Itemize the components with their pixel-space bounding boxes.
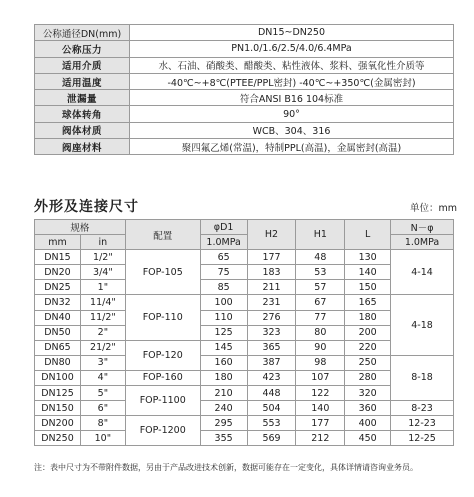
cell-d1: 355 <box>200 431 247 446</box>
cell-inch: 1/2" <box>80 250 125 265</box>
cell-d1: 160 <box>200 355 247 370</box>
table-row <box>35 401 454 416</box>
cell-config: FOP-120 <box>125 340 200 370</box>
spec-label: 泄漏量 <box>35 90 130 106</box>
cell-h2: 211 <box>247 280 296 295</box>
cell-l: 180 <box>345 310 391 325</box>
spec-value: 符合ANSI B16 104标准 <box>130 90 454 106</box>
spec-row <box>35 73 454 89</box>
cell-l: 280 <box>345 370 391 385</box>
spec-label: 球体转角 <box>35 106 130 122</box>
cell-dn: DN50 <box>35 325 81 340</box>
cell-inch: 2" <box>80 325 125 340</box>
spec-row <box>35 122 454 138</box>
cell-dn: DN125 <box>35 386 81 401</box>
cell-h1: 122 <box>296 386 345 401</box>
dimension-table <box>34 219 454 446</box>
cell-l: 220 <box>345 340 391 355</box>
unit-label: 单位：mm <box>409 203 457 214</box>
cell-d1: 180 <box>200 370 247 385</box>
spec-value: WCB、304、316 <box>130 122 454 138</box>
spec-value: 90° <box>130 106 454 122</box>
cell-h2: 231 <box>247 295 296 310</box>
cell-l: 450 <box>345 431 391 446</box>
header-d1: φD1 <box>200 220 247 235</box>
cell-n: 12-23 <box>391 416 454 431</box>
cell-h1: 107 <box>296 370 345 385</box>
cell-inch: 8" <box>80 416 125 431</box>
cell-h1: 48 <box>296 250 345 265</box>
cell-h2: 569 <box>247 431 296 446</box>
cell-inch: 11/2" <box>80 310 125 325</box>
cell-n: 8-23 <box>391 401 454 416</box>
footnote: 注：表中尺寸为不带附件数据，另由于产品改进技术创新，数据可能存在一定变化，具体详情请咨询业务员。 <box>34 463 418 472</box>
cell-n: 12-25 <box>391 431 454 446</box>
header-h1: H1 <box>296 220 345 250</box>
cell-h2: 387 <box>247 355 296 370</box>
cell-l: 140 <box>345 265 391 280</box>
spec-value: 水、石油、硝酸类、醋酸类、粘性液体、浆料、强氧化性介质等 <box>130 57 454 73</box>
cell-d1: 65 <box>200 250 247 265</box>
cell-dn: DN20 <box>35 265 81 280</box>
header-h2: H2 <box>247 220 296 250</box>
table-row <box>35 250 454 265</box>
spec-value: DN15~DN250 <box>130 25 454 41</box>
spec-table <box>34 24 454 155</box>
cell-d1: 85 <box>200 280 247 295</box>
cell-dn: DN200 <box>35 416 81 431</box>
cell-h1: 67 <box>296 295 345 310</box>
spec-row <box>35 139 454 155</box>
cell-config: FOP-160 <box>125 370 200 385</box>
cell-h1: 53 <box>296 265 345 280</box>
cell-inch: 10" <box>80 431 125 446</box>
section-title: 外形及连接尺寸 <box>34 199 139 215</box>
header-n-pressure: 1.0MPa <box>391 235 454 250</box>
cell-l: 400 <box>345 416 391 431</box>
cell-inch: 5" <box>80 386 125 401</box>
cell-l: 150 <box>345 280 391 295</box>
cell-n: 8-18 <box>391 355 454 400</box>
cell-inch: 6" <box>80 401 125 416</box>
spec-label: 公称压力 <box>35 41 130 57</box>
cell-dn: DN40 <box>35 310 81 325</box>
cell-n: 4-18 <box>391 295 454 355</box>
cell-h2: 323 <box>247 325 296 340</box>
cell-h2: 276 <box>247 310 296 325</box>
cell-h2: 448 <box>247 386 296 401</box>
cell-dn: DN100 <box>35 370 81 385</box>
spec-label: 适用介质 <box>35 57 130 73</box>
cell-dn: DN150 <box>35 401 81 416</box>
spec-row <box>35 106 454 122</box>
cell-l: 200 <box>345 325 391 340</box>
table-row <box>35 431 454 446</box>
header-l: L <box>345 220 391 250</box>
cell-d1: 100 <box>200 295 247 310</box>
cell-dn: DN25 <box>35 280 81 295</box>
spec-row <box>35 41 454 57</box>
table-row <box>35 295 454 310</box>
spec-row <box>35 90 454 106</box>
header-mm: mm <box>35 235 81 250</box>
spec-label: 阀座材料 <box>35 139 130 155</box>
cell-config: FOP-1100 <box>125 386 200 416</box>
cell-h1: 77 <box>296 310 345 325</box>
cell-dn: DN250 <box>35 431 81 446</box>
cell-h2: 504 <box>247 401 296 416</box>
header-d1-pressure: 1.0MPa <box>200 235 247 250</box>
cell-dn: DN80 <box>35 355 81 370</box>
cell-inch: 4" <box>80 370 125 385</box>
cell-h1: 90 <box>296 340 345 355</box>
header-row <box>35 235 454 250</box>
header-n: N－φ <box>391 220 454 235</box>
cell-d1: 145 <box>200 340 247 355</box>
cell-h2: 183 <box>247 265 296 280</box>
spec-row <box>35 57 454 73</box>
table-row <box>35 355 454 370</box>
spec-label: 公称通径DN(mm) <box>35 25 130 41</box>
cell-l: 360 <box>345 401 391 416</box>
cell-d1: 125 <box>200 325 247 340</box>
cell-h2: 365 <box>247 340 296 355</box>
cell-l: 130 <box>345 250 391 265</box>
cell-l: 250 <box>345 355 391 370</box>
cell-d1: 75 <box>200 265 247 280</box>
spec-value: -40℃~+8℃(PTEE/PPL密封) -40℃~+350℃(金属密封) <box>130 73 454 89</box>
spec-value: PN1.0/1.6/2.5/4.0/6.4MPa <box>130 41 454 57</box>
cell-d1: 110 <box>200 310 247 325</box>
cell-config: FOP-110 <box>125 295 200 340</box>
cell-h1: 98 <box>296 355 345 370</box>
cell-l: 320 <box>345 386 391 401</box>
cell-h1: 212 <box>296 431 345 446</box>
spec-label: 适用温度 <box>35 73 130 89</box>
spec-row <box>35 25 454 41</box>
cell-dn: DN65 <box>35 340 81 355</box>
cell-h1: 177 <box>296 416 345 431</box>
cell-dn: DN15 <box>35 250 81 265</box>
cell-d1: 240 <box>200 401 247 416</box>
table-row <box>35 416 454 431</box>
header-config: 配置 <box>125 220 200 250</box>
cell-config: FOP-105 <box>125 250 200 295</box>
cell-d1: 295 <box>200 416 247 431</box>
cell-inch: 3/4" <box>80 265 125 280</box>
cell-h2: 177 <box>247 250 296 265</box>
cell-dn: DN32 <box>35 295 81 310</box>
header-row <box>35 220 454 235</box>
cell-h1: 140 <box>296 401 345 416</box>
cell-inch: 21/2" <box>80 340 125 355</box>
cell-inch: 1" <box>80 280 125 295</box>
spec-label: 阀体材质 <box>35 122 130 138</box>
cell-inch: 11/4" <box>80 295 125 310</box>
cell-n: 4-14 <box>391 250 454 295</box>
cell-h2: 553 <box>247 416 296 431</box>
header-in: in <box>80 235 125 250</box>
spec-value: 聚四氟乙烯(常温)，特制PPL(高温)，金属密封(高温) <box>130 139 454 155</box>
cell-h1: 80 <box>296 325 345 340</box>
cell-config: FOP-1200 <box>125 416 200 446</box>
cell-h2: 423 <box>247 370 296 385</box>
cell-l: 165 <box>345 295 391 310</box>
header-spec: 规格 <box>35 220 126 235</box>
cell-h1: 57 <box>296 280 345 295</box>
cell-inch: 3" <box>80 355 125 370</box>
cell-d1: 210 <box>200 386 247 401</box>
